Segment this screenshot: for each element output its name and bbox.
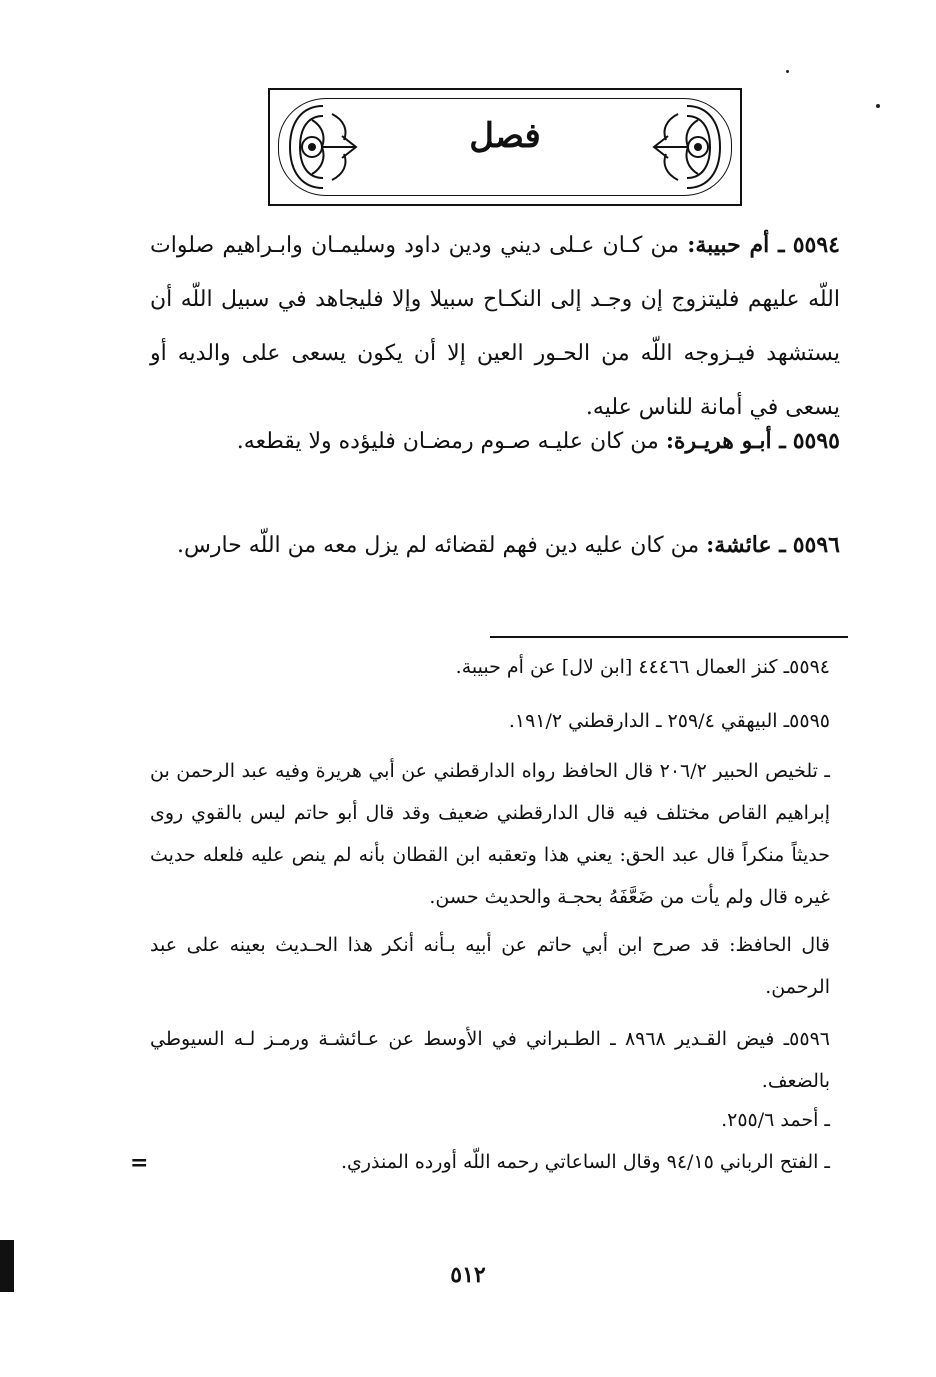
- hadith-text: من كان عليه دين فهم لقضائه لم يزل معه من اللّه حارس.: [177, 533, 700, 558]
- footnote-hafiz: قال الحافظ: قد صرح ابن أبي حاتم عن أبيه بـأنه أنكر هذا الحـديث بعينه على عبد الرحمن.: [150, 934, 830, 998]
- footnote-divider: [490, 636, 848, 638]
- hadith-5596: ٥٥٩٦ ـ عائشة: من كان عليه دين فهم لقضائه لم يزل معه من اللّه حارس.: [177, 532, 840, 558]
- footnote-5595: ٥٥٩٥ـ البيهقي ٢٥٩/٤ ـ الدارقطني ١٩١/٢.: [508, 710, 830, 732]
- hadith-text: من كـان عـلى ديني ودين داود وسليمـان وابـراهيم صلوات اللّه عليهم فليتزوج إن وجـد إلى النكـاح سبيلا وإلا فليجاهد في سبيل اللّه أن يستشهد فيـزوجه اللّه من الحـور العين إلا أن يكون يسعى على والديه أو يسعى في أمانة للناس عليه.: [150, 233, 840, 420]
- footnote-5594: ٥٥٩٤ـ كنز العمال ٤٤٤٦٦ [ابن لال] عن أم حبيبة.: [455, 656, 830, 678]
- hadith-narrator: أبـو هريـرة:: [665, 428, 772, 454]
- hadith-text: من كان عليـه صـوم رمضـان فليؤده ولا يقطعه.: [236, 429, 659, 454]
- edge-mark: [0, 1240, 14, 1292]
- hadith-narrator: عائشة:: [706, 532, 772, 558]
- continuation-mark: =: [130, 1150, 149, 1176]
- footnote-5596: ٥٥٩٦ـ فيض القـدير ٨٩٦٨ ـ الطـبراني في الأوسط عن عـائشـة ورمـز لـه السيوطي بالضعف.: [150, 1028, 830, 1092]
- footnote-ahmad: ـ أحمد ٢٥٥/٦.: [721, 1109, 830, 1131]
- hadith-narrator: أم حبيبة:: [687, 232, 770, 258]
- ink-speck: [786, 70, 789, 73]
- hadith-5595: ٥٥٩٥ ـ أبـو هريـرة: من كان عليـه صـوم رمضـان فليؤده ولا يقطعه.: [236, 428, 840, 454]
- ink-speck: [876, 104, 880, 108]
- hadith-number: ٥٥٩٦: [792, 532, 840, 558]
- footnote-fath-rabbani: ـ الفتح الرباني ٩٤/١٥ وقال الساعاتي رحمه اللّه أورده المنذري.: [340, 1151, 830, 1173]
- section-title: فصل: [469, 116, 541, 156]
- section-header-frame: [268, 88, 742, 206]
- hadith-number: ٥٥٩٤: [792, 232, 840, 258]
- right-arabesque-ornament: [646, 100, 728, 194]
- hadith-number: ٥٥٩٥: [792, 428, 840, 454]
- footnote-talkhis: ـ تلخيص الحبير ٢٠٦/٢ قال الحافظ رواه الدارقطني عن أبي هريرة وفيه عبد الرحمن بن إبراهيم القاص مختلف فيه قال الدارقطني ضعيف وقد قال أبو حاتم ليس بالقوي روى حديثاً منكراً قال عبد الحق: يعني هذا وتعقبه ابن القطان بأنه لم ينص عليه فلعله حديث غيره قال ولم يأت من ضَعَّفَهُ بحجـة والحديث حسن.: [150, 760, 830, 908]
- hadith-5594: ٥٥٩٤ ـ أم حبيبة: من كـان عـلى ديني ودين داود وسليمـان وابـراهيم صلوات اللّه عليهم فليتزوج إن وجـد إلى النكـاح سبيلا وإلا فليجاهد في سبيل اللّه أن يستشهد فيـزوجه اللّه من الحـور العين إلا أن يكون يسعى على والديه أو يسعى في أمانة للناس عليه.: [150, 232, 840, 420]
- page-number: ٥١٢: [450, 1262, 486, 1288]
